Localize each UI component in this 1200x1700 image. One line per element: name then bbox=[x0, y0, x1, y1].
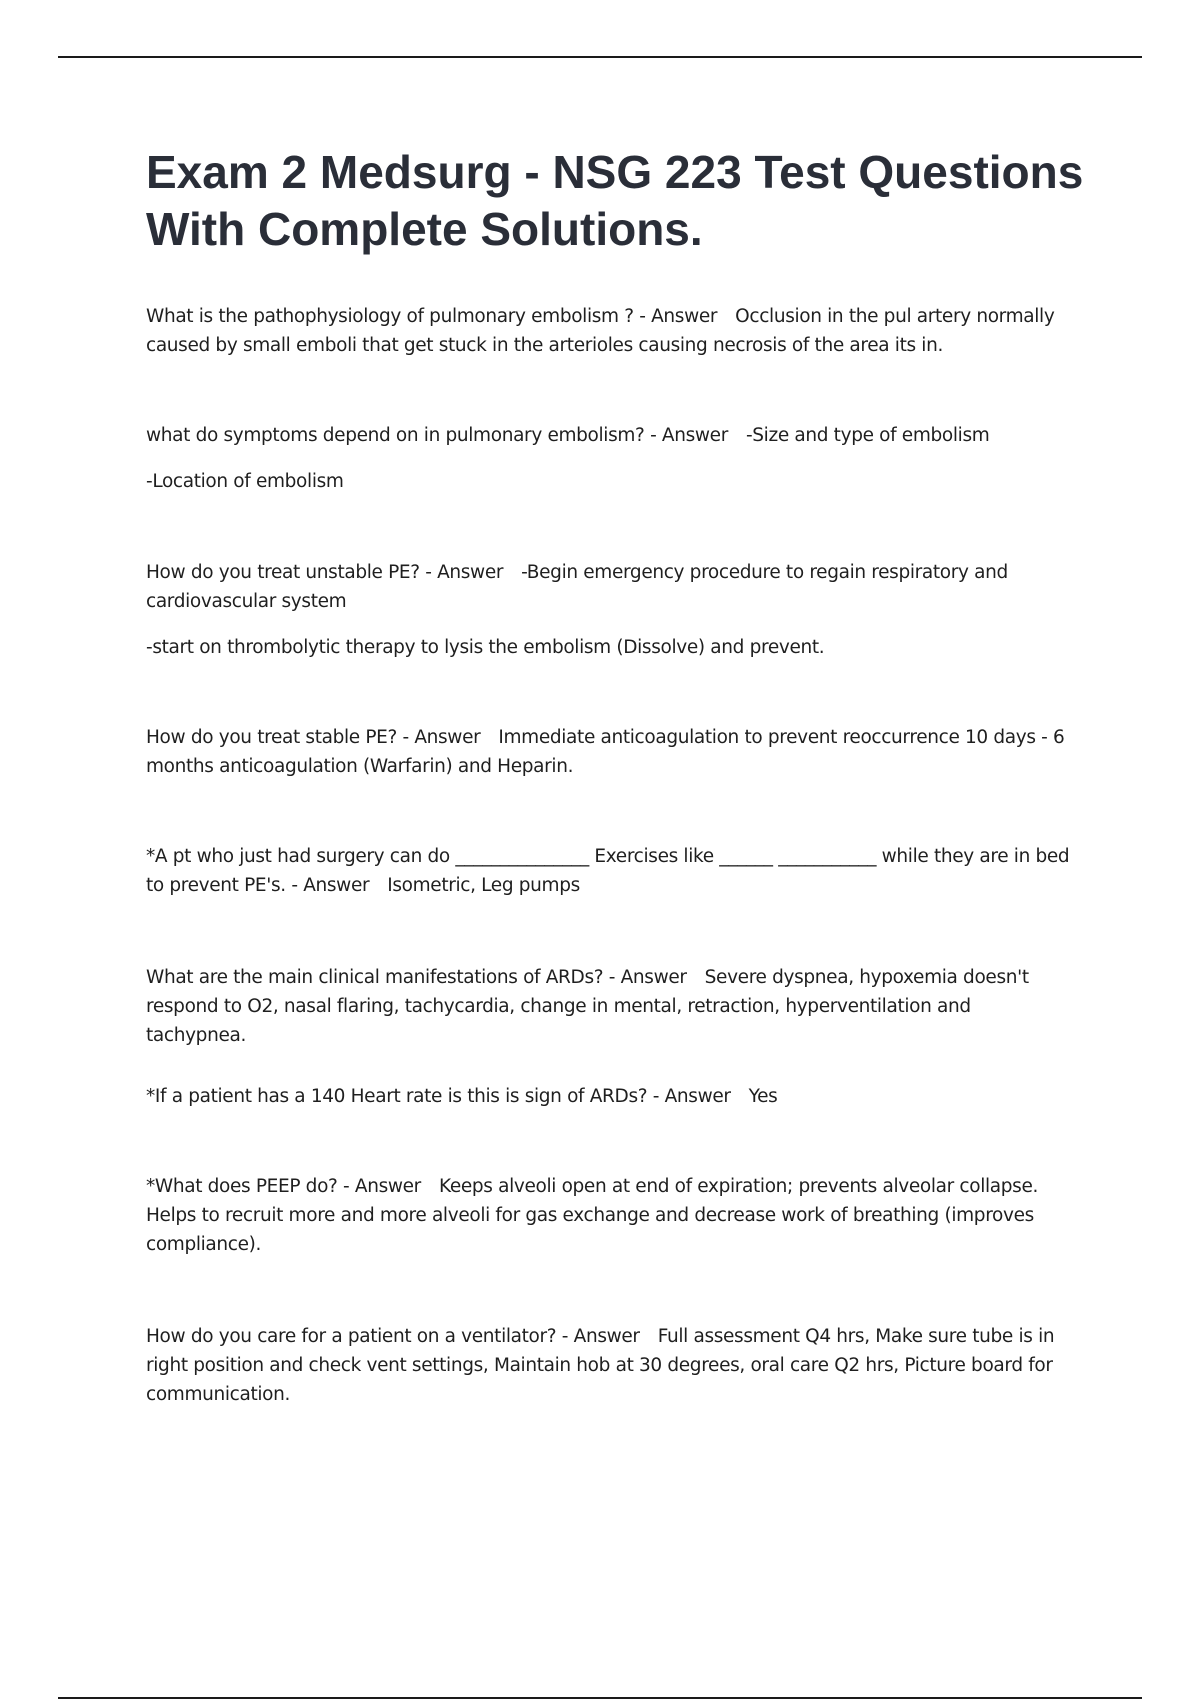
answer-marker: - Answer bbox=[561, 1326, 640, 1347]
qa-item-1 bbox=[146, 302, 1076, 360]
answer-continuation: -Location of embolism bbox=[146, 471, 344, 492]
question-text: How do you treat stable PE? bbox=[146, 727, 397, 748]
qa-line bbox=[146, 421, 1076, 450]
answer-continuation: -start on thrombolytic therapy to lysis the embolism (Dissolve) and prevent. bbox=[146, 637, 825, 658]
document-title: Exam 2 Medsurg - NSG 223 Test Questions With Complete Solutions. bbox=[146, 146, 1084, 255]
answer-text: Yes bbox=[748, 1086, 778, 1107]
answer-text: Isometric, Leg pumps bbox=[387, 875, 580, 896]
qa-item-3 bbox=[146, 558, 1076, 662]
answer-text: -Size and type of embolism bbox=[745, 425, 990, 446]
qa-line bbox=[146, 963, 1076, 1050]
qa-item-4 bbox=[146, 723, 1076, 781]
answer-marker: - Answer bbox=[425, 562, 504, 583]
question-text: *If a patient has a 140 Heart rate is this is sign of ARDs? bbox=[146, 1086, 648, 1107]
top-divider bbox=[58, 56, 1142, 58]
answer-text: -Begin emergency procedure to regain respiratory and cardiovascular system bbox=[146, 562, 1008, 612]
answer-marker: - Answer bbox=[291, 875, 370, 896]
answer-text: Occlusion in the pul artery normally caused by small emboli that get stuck in the arterioles causing necrosis of the area its in. bbox=[146, 306, 1055, 356]
qa-line bbox=[146, 302, 1076, 360]
question-text: what do symptoms depend on in pulmonary embolism? bbox=[146, 425, 645, 446]
question-text: How do you care for a patient on a ventilator? bbox=[146, 1326, 557, 1347]
qa-line bbox=[146, 723, 1076, 781]
answer-marker: - Answer bbox=[608, 967, 687, 988]
question-text: What are the main clinical manifestations of ARDs? bbox=[146, 967, 604, 988]
answer-marker: - Answer bbox=[650, 425, 728, 446]
qa-line bbox=[146, 1082, 1076, 1111]
question-text: *What does PEEP do? bbox=[146, 1176, 338, 1197]
answer-text: Severe dyspnea, hypoxemia doesn't respond to O2, nasal flaring, tachycardia, change in mental, retraction, hyperventilation and tachypnea. bbox=[146, 967, 1029, 1046]
answer-marker: - Answer bbox=[652, 1086, 731, 1107]
qa-item-8 bbox=[146, 1172, 1076, 1259]
answer-marker: - Answer bbox=[639, 306, 718, 327]
answer-marker: - Answer bbox=[402, 727, 481, 748]
qa-item-6 bbox=[146, 963, 1076, 1050]
qa-line bbox=[146, 842, 1076, 900]
qa-item-7 bbox=[146, 1082, 1076, 1111]
qa-line bbox=[146, 558, 1076, 616]
question-text: How do you treat unstable PE? bbox=[146, 562, 420, 583]
answer-marker: - Answer bbox=[343, 1176, 421, 1197]
qa-item-5 bbox=[146, 842, 1076, 900]
question-text: *A pt who just had surgery can do _______________ Exercises like ______ ___________ while they are in bed to prevent PE's. bbox=[146, 846, 1070, 896]
question-text: What is the pathophysiology of pulmonary embolism ? bbox=[146, 306, 634, 327]
qa-line bbox=[146, 1322, 1076, 1409]
bottom-divider bbox=[58, 1697, 1142, 1699]
qa-item-9 bbox=[146, 1322, 1076, 1409]
qa-item-2 bbox=[146, 421, 1076, 496]
answer-text: Keeps alveoli open at end of expiration; prevents alveolar collapse. Helps to recruit more and more alveoli for gas exchange and decrease work of breathing (improves compliance). bbox=[146, 1176, 1039, 1255]
qa-line bbox=[146, 1172, 1076, 1259]
answer-text: Immediate anticoagulation to prevent reoccurrence 10 days - 6 months anticoagulation (Warfarin) and Heparin. bbox=[146, 727, 1065, 777]
answer-text: Full assessment Q4 hrs, Make sure tube is in right position and check vent settings, Maintain hob at 30 degrees, oral care Q2 hrs, Picture board for communication. bbox=[146, 1326, 1055, 1405]
